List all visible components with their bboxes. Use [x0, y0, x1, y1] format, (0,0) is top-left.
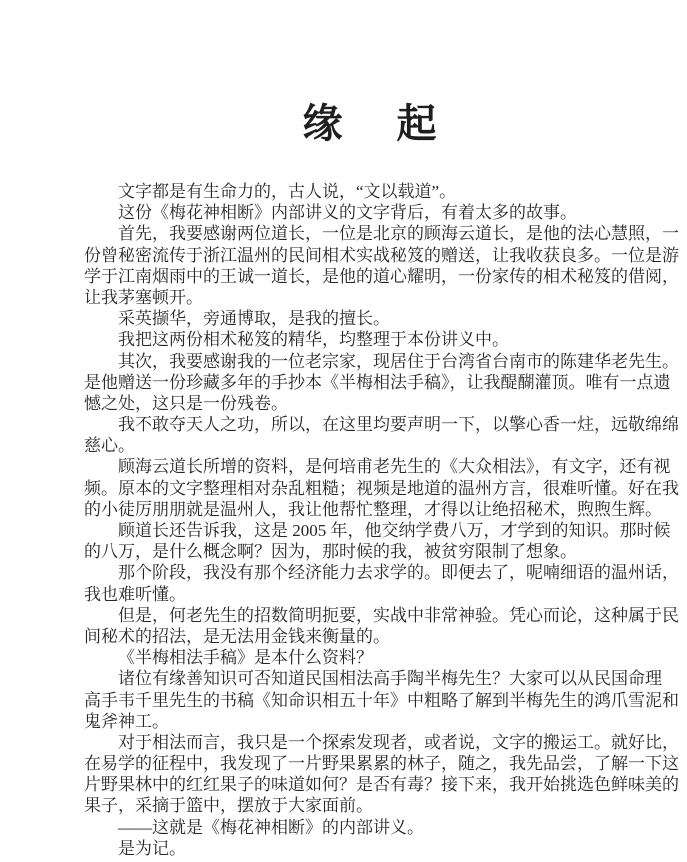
page-title: 缘 起 [302, 101, 459, 146]
text-line: 慈心。 [84, 436, 135, 456]
text-line: ——这就是《梅花神相断》的内部讲义。 [118, 817, 424, 837]
text-line: 顾道长还告诉我，这是 2005 年，他交纳学费八万，才学到的知识。那时候 [118, 521, 671, 540]
body-text-block [84, 181, 679, 859]
text-line: 学于江南烟雨中的王诚一道长，是他的道心耀明，一份家传的相术秘笈的借阅， [84, 266, 679, 286]
text-line: 果子，采摘于篮中，摆放于大家面前。 [84, 796, 373, 816]
text-line: 间秘术的招法，是无法用金钱来衡量的。 [84, 626, 390, 646]
text-line: 采英撷华，旁通博取，是我的擅长。 [118, 309, 390, 329]
text-line: 在易学的征程中，我发现了一片野果累累的林子，随之，我先品尝，了解一下这 [84, 754, 679, 774]
text-line: 顾海云道长所增的资料，是何培甫老先生的《大众相法》，有文字，还有视 [118, 457, 671, 477]
text-line: 的小徒厉朋朋就是温州人，我让他帮忙整理，才得以让绝招秘术，煦煦生辉。 [84, 499, 662, 519]
text-line: 我不敢夺天人之功，所以，在这里均要声明一下，以擎心香一炷，远敬绵绵 [118, 415, 679, 435]
text-line: 《半梅相法手稿》是本什么资料？ [118, 648, 373, 668]
text-line: 我把这两份相术秘笈的精华，均整理于本份讲义中。 [118, 330, 509, 350]
text-line: 文字都是有生命力的，古人说，“文以载道”。 [118, 182, 457, 201]
text-line: 其次，我要感谢我的一位老宗家，现居住于台湾省台南市的陈建华老先生。 [118, 351, 679, 371]
text-line: 高手韦千里先生的书稿《知命识相五十年》中粗略了解到半梅先生的鸿爪雪泥和 [84, 690, 679, 710]
text-line: 憾之处，这只是一份残卷。 [84, 393, 288, 413]
text-line: 那个阶段，我没有那个经济能力去求学的。即便去了，呢喃细语的温州话， [118, 563, 679, 583]
text-line: 但是，何老先生的招数简明扼要，实战中非常神验。凭心而论，这种属于民 [118, 605, 679, 625]
text-line: 诸位有缘善知识可否知道民国相法高手陶半梅先生？大家可以从民国命理 [118, 669, 662, 689]
text-line: 片野果林中的红红果子的味道如何？是否有毒？接下来，我开始挑选色鲜味美的 [84, 775, 679, 795]
text-line: 频。原本的文字整理相对杂乱粗糙；视频是地道的温州方言，很难听懂。好在我 [84, 478, 679, 498]
text-line: 份曾秘密流传于浙江温州的民间相术实战秘笈的赠送，让我收获良多。一位是游 [84, 245, 679, 265]
text-line: 是为记。 [118, 838, 186, 858]
text-line: 我也难听懂。 [84, 584, 186, 604]
text-line: 首先，我要感谢两位道长，一位是北京的顾海云道长，是他的法心慧照，一 [118, 224, 679, 244]
text-line: 鬼斧神工。 [84, 711, 169, 731]
text-line: 对于相法而言，我只是一个探索发现者，或者说，文字的搬运工。就好比， [118, 732, 679, 752]
text-line: 让我茅塞顿开。 [84, 287, 203, 307]
text-line: 的八万，是什么概念啊？因为，那时候的我，被贫穷限制了想象。 [84, 542, 577, 562]
text-line: 这份《梅花神相断》内部讲义的文字背后，有着太多的故事。 [118, 203, 577, 223]
text-line: 是他赠送一份珍藏多年的手抄本《半梅相法手稿》，让我醍醐灌顶。唯有一点遗 [84, 372, 671, 392]
